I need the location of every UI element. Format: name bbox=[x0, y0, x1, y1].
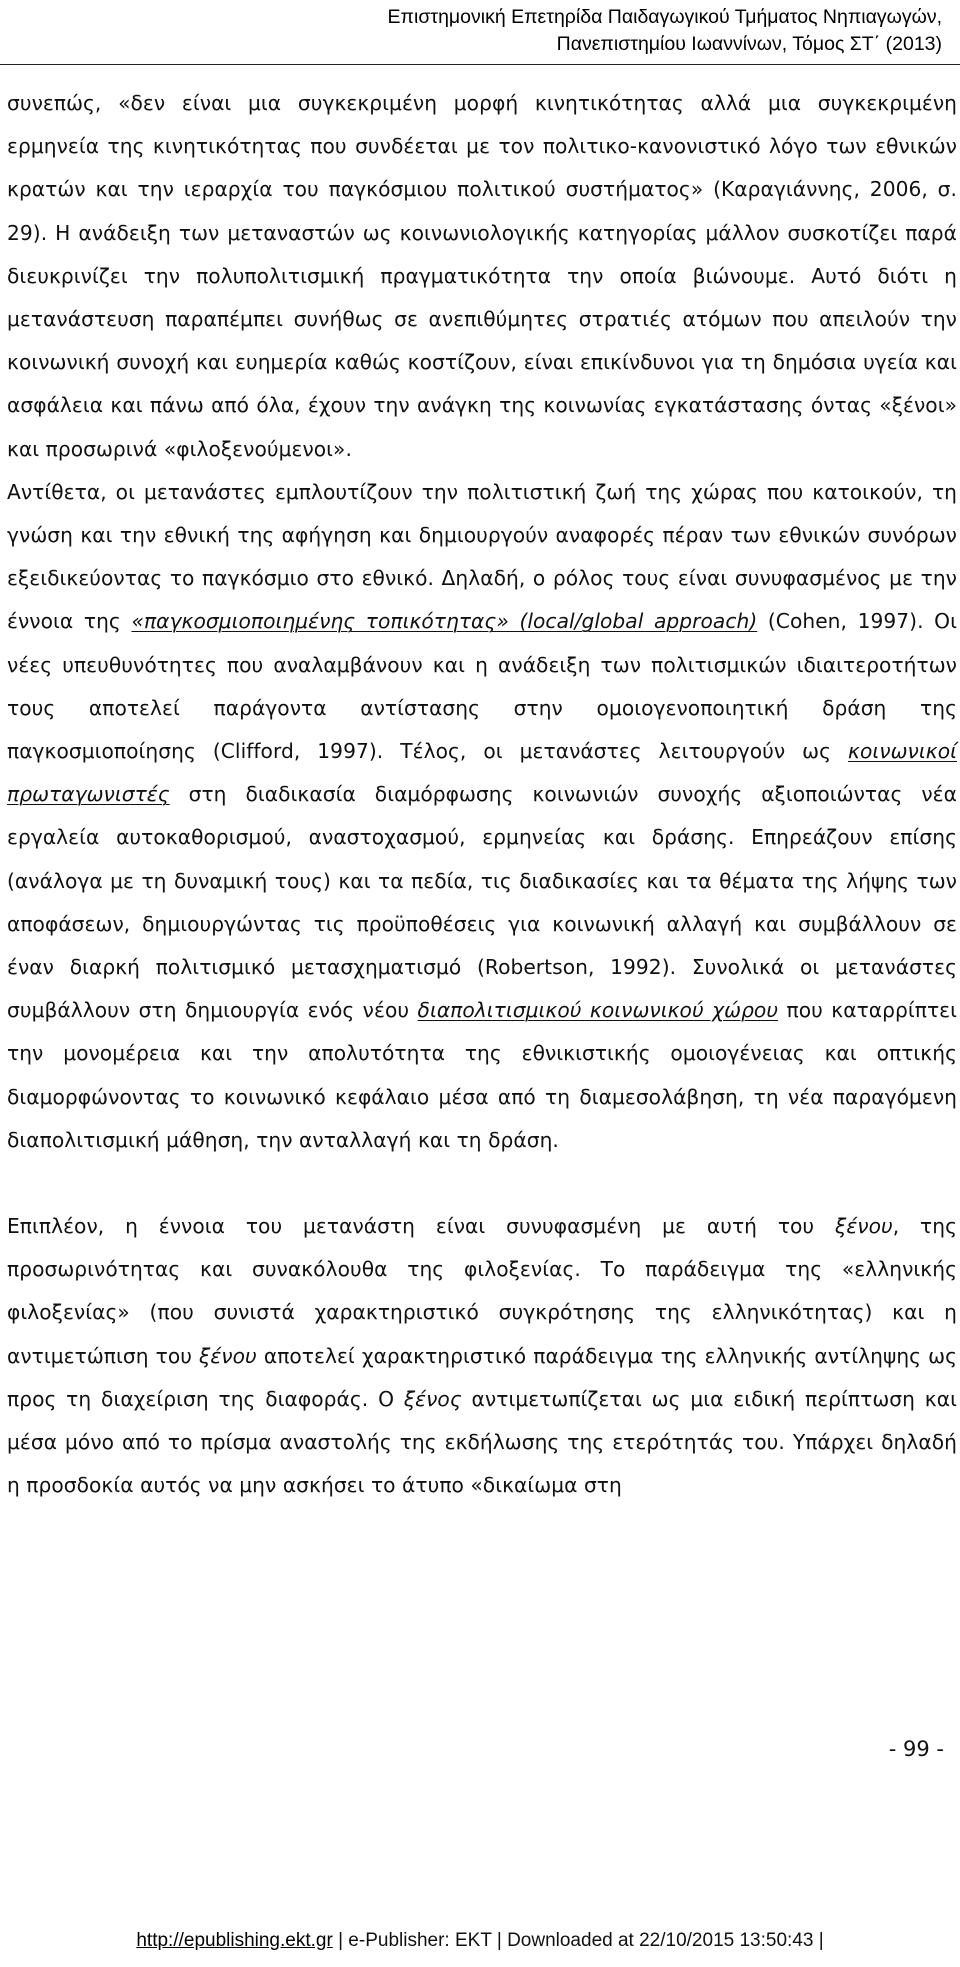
header-volume: Πανεπιστημίου Ιωαννίνων, Τόμος ΣΤ΄ (2013) bbox=[556, 33, 942, 55]
italic-term-social-protagonists: κοινωνικοί πρωταγωνιστές bbox=[7, 739, 957, 807]
paragraph-2-text-4: που καταρρίπτει την μονομέρεια και την απολυτότητα της εθνικιστικής ομοιογένειας και οπτικής διαμορφώνοντας το κοινωνικό κεφάλαιο μέσα από τη διαμεσολάβηση, τη νέα παραγόμενη διαπολιτισμική μάθηση, την ανταλλαγή και τη δράση. bbox=[7, 998, 958, 1152]
paragraph-2-text-2: (Cohen, 1997). Οι νέες υπευθυνότητες που αναλαμβάνουν και η ανάδειξη των πολιτισμικών ιδιαιτεροτήτων τους αποτελεί παράγοντα αντίστασης στην ομοιογενοποιητική δράση της παγκοσμιοποίησης (Clifford, 1997). Τέλος, οι μετανάστες λειτουργούν ως bbox=[7, 609, 958, 764]
italic-word-xenou-2: ξένου bbox=[199, 1343, 257, 1368]
paragraph-3-text-1: Επιπλέον, η έννοια του μετανάστη είναι συνυφασμένη με αυτή του bbox=[7, 1214, 836, 1239]
header-divider bbox=[0, 64, 960, 65]
paragraph-1: συνεπώς, «δεν είναι μια συγκεκριμένη μορφή κινητικότητας αλλά μια συγκεκριμένη ερμηνεία της κινητικότητας που συνδέεται με τον πολιτικο-κανονιστικό λόγο των εθνικών κρατών και την ιεραρχία του παγκόσμιου πολιτικού συστήματος» (Καραγιάννης, 2006, σ. 29). Η ανάδειξη των μεταναστών ως κοινωνιολογικής κατηγορίας μάλλον συσκοτίζει παρά διευκρινίζει την πολυπολιτισμική πραγματικότητα την οποία βιώνουμε. Αυτό διότι η μετανάστευση παραπέμπει συνήθως σε ανεπιθύμητες στρατιές ατόμων που απειλούν την κοινωνική συνοχή και ευημερία καθώς κοστίζουν, είναι επικίνδυνοι για τη δημόσια υγεία και ασφάλεια και πάνω από όλα, έχουν την ανάγκη της κοινωνίας εγκατάστασης όντας «ξένοι» και προσωρινά «φιλοξενούμενοι». bbox=[7, 91, 957, 461]
paragraph-2-text-1: Αντίθετα, οι μετανάστες εμπλουτίζουν την πολιτιστική ζωή της χώρας που κατοικούν, τη γνώση και την εθνική της αφήγηση και δημιουργούν αναφορές πέραν των εθνικών συνόρων εξειδικεύοντας το παγκόσμιο στο εθνικό. Δηλαδή, ο ρόλος τους είναι συνυφασμένος με την έννοια της bbox=[7, 479, 957, 634]
italic-term-intercultural-space: διαπολιτισμικού κοινωνικού χώρου bbox=[417, 998, 779, 1023]
page-number: - 99 - bbox=[888, 1737, 944, 1761]
header-journal-title: Επιστημονική Επετηρίδα Παιδαγωγικού Τμήματος Νηπιαγωγών, bbox=[387, 6, 942, 28]
italic-word-xenos: ξένος bbox=[403, 1386, 462, 1411]
download-footer bbox=[0, 1930, 960, 1952]
paragraph-2-text-3: στη διαδικασία διαμόρφωσης κοινωνιών συνοχής αξιοποιώντας νέα εργαλεία αυτοκαθορισμού, αναστοχασμού, ερμηνείας και δράσης. Επηρεάζουν επίσης (ανάλογα με τη δυναμική τους) και τα πεδία, τις διαδικασίες και τα θέματα της λήψης των αποφάσεων, δημιουργώντας τις προϋποθέσεις για κοινωνική αλλαγή και συμβάλλουν σε έναν διαρκή πολιτισμικό μετασχηματισμό (Robertson, 1992). Συνολικά οι μετανάστες συμβάλλουν στη δημιουργία ενός νέου bbox=[7, 782, 957, 1023]
paragraph-3-text-4: αντιμετωπίζεται ως μια ειδική περίπτωση και μέσα μόνο από το πρίσμα αναστολής της εκδήλωσης της ετερότητάς του. Υπάρχει δηλαδή η προσδοκία αυτός να μην ασκήσει το άτυπο «δικαίωμα στη bbox=[7, 1386, 957, 1498]
italic-word-xenou-1: ξένου bbox=[835, 1214, 893, 1239]
paragraph-3 bbox=[7, 1205, 957, 1507]
paragraph-3-text-2: , της προσωρινότητας και συνακόλουθα της φιλοξενίας. Το παράδειγμα της «ελληνικής φιλοξενίας» (που συνιστά χαρακτηριστικό συγκρότησης της ελληνικότητας) και η αντιμετώπιση του bbox=[7, 1214, 958, 1368]
footer-info: | e-Publisher: EKT | Downloaded at 22/10/2015 13:50:43 | bbox=[332, 1930, 824, 1951]
paragraph-2 bbox=[7, 471, 957, 1162]
article-body bbox=[7, 82, 957, 1508]
running-header bbox=[388, 4, 942, 58]
italic-term-local-global: «παγκοσμιοποιημένης τοπικότητας» (local/global approach) bbox=[131, 609, 758, 634]
epublishing-link[interactable]: http://epublishing.ekt.gr bbox=[136, 1930, 333, 1951]
paragraph-3-text-3: αποτελεί χαρακτηριστικό παράδειγμα της ελληνικής αντίληψης ως προς τη διαχείριση της διαφοράς. Ο bbox=[7, 1343, 957, 1411]
